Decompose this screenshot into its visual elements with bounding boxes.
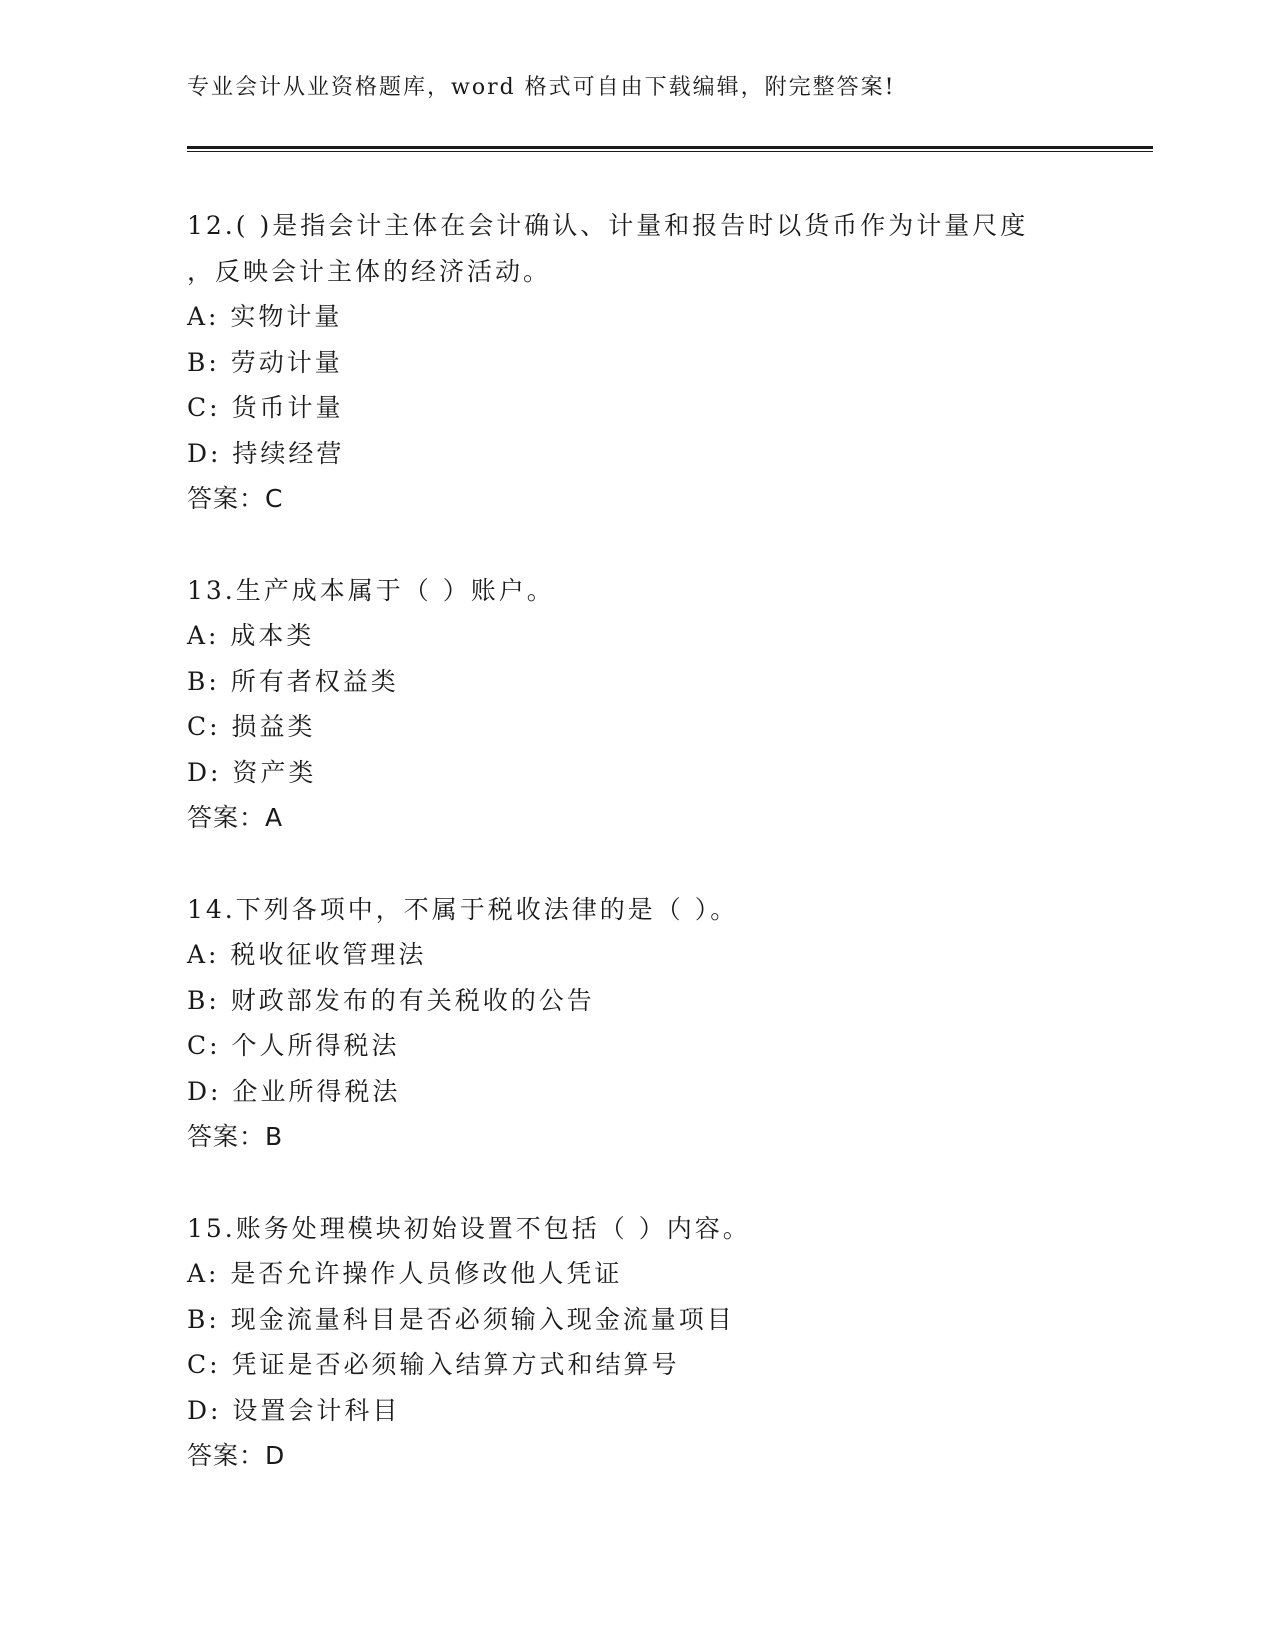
option-c: C: 凭证是否必须输入结算方式和结算号	[187, 1350, 680, 1379]
option-b: B: 所有者权益类	[187, 666, 399, 696]
option-d: D: 设置会计科目	[187, 1395, 401, 1425]
answer-line: 答案：B	[187, 1122, 284, 1151]
option-c: C: 损益类	[187, 712, 316, 741]
option-d: D: 持续经营	[187, 438, 345, 468]
option-b: B: 现金流量科目是否必须输入现金流量项目	[187, 1304, 735, 1334]
question-stem-line: ，反映会计主体的经济活动。	[187, 256, 552, 286]
question-stem-line: 15.账务处理模块初始设置不包括（ ）内容。	[187, 1213, 751, 1243]
answer-line: 答案：C	[187, 484, 284, 513]
option-d: D: 资产类	[187, 757, 317, 787]
option-b: B: 财政部发布的有关税收的公告	[187, 985, 595, 1015]
option-c: C: 货币计量	[187, 393, 344, 422]
page-header-text: 专业会计从业资格题库，word 格式可自由下载编辑，附完整答案!	[187, 75, 896, 100]
header-rule-thick	[187, 146, 1153, 149]
option-a: A: 税收征收管理法	[187, 940, 427, 969]
question-stem-line: 13.生产成本属于（ ）账户。	[187, 575, 555, 605]
option-c: C: 个人所得税法	[187, 1031, 400, 1060]
option-b: B: 劳动计量	[187, 347, 343, 377]
option-d: D: 企业所得税法	[187, 1076, 401, 1106]
question-13	[187, 568, 1087, 841]
option-a: A: 成本类	[187, 621, 315, 650]
answer-line: 答案：D	[187, 1441, 286, 1470]
header-rule-thin	[187, 151, 1153, 152]
question-15	[187, 1206, 1087, 1479]
option-a: A: 实物计量	[187, 302, 343, 331]
question-list	[187, 203, 1087, 1479]
question-14	[187, 887, 1087, 1160]
answer-line: 答案：A	[187, 803, 284, 832]
question-stem-line: 12.( )是指会计主体在会计确认、计量和报告时以货币作为计量尺度	[187, 211, 1029, 240]
option-a: A: 是否允许操作人员修改他人凭证	[187, 1259, 623, 1288]
question-stem-line: 14.下列各项中，不属于税收法律的是（ ）。	[187, 894, 739, 924]
question-12	[187, 203, 1087, 522]
